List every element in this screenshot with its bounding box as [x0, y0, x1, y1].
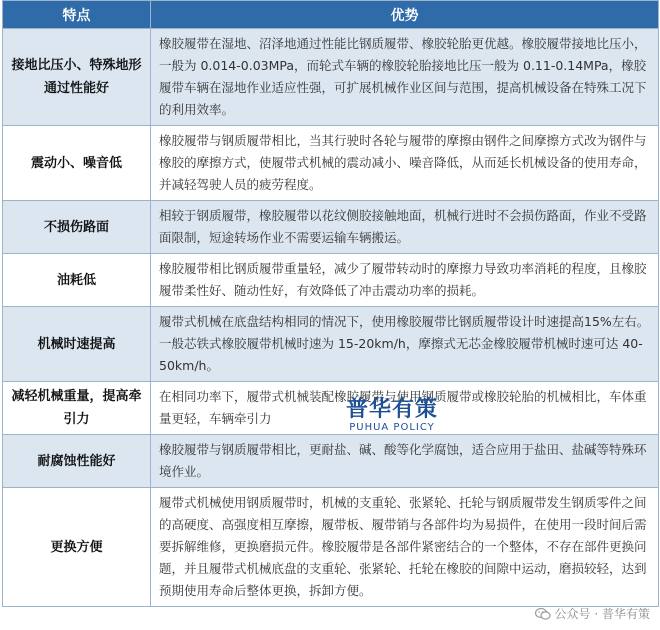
feature-cell: 减轻机械重量，提高牵引力	[3, 382, 151, 435]
advantage-cell: 履带式机械在底盘结构相同的情况下，使用橡胶履带比钢质履带设计时速提高15%左右。一般芯铁式橡胶履带机械时速为 15-20km/h，摩擦式无芯金橡胶履带机械时速可达 40-50km/h。	[151, 307, 659, 382]
feature-cell: 机械时速提高	[3, 307, 151, 382]
advantage-cell: 相较于钢质履带，橡胶履带以花纹侧胶接触地面，机械行进时不会损伤路面，作业不受路面限制，短途转场作业不需要运输车辆搬运。	[151, 201, 659, 254]
advantage-cell: 履带式机械使用钢质履带时，机械的支重轮、张紧轮、托轮与钢质履带发生钢质零件之间的高硬度、高强度相互摩擦，履带板、履带销与各部件均为易损件，在使用一段时间后需要拆解维修，更换磨损元件。橡胶履带是各部件紧密结合的一个整体，不存在部件更换问题，并且履带式机械底盘的支重轮、张紧轮、托轮在橡胶的间隙中运动，磨损较轻，达到预期使用寿命后整体更换，拆卸方便。	[151, 488, 659, 607]
header-advantage: 优势	[151, 1, 659, 29]
watermark-logo	[332, 398, 452, 434]
features-table	[2, 0, 659, 607]
advantage-cell: 橡胶履带与钢质履带相比，当其行驶时各轮与履带的摩擦由钢件之间摩擦方式改为钢件与橡胶的摩擦方式，使履带式机械的震动减小、噪音降低，从而延长机械设备的使用寿命，并减轻驾驶人员的疲劳程度。	[151, 126, 659, 201]
account-label: 公众号 · 普华有策	[554, 607, 650, 621]
advantage-cell: 橡胶履带与钢质履带相比，更耐盐、碱、酸等化学腐蚀，适合应用于盐田、盐碱等特殊环境作业。	[151, 435, 659, 488]
table-row	[3, 201, 659, 254]
table-header-row	[3, 1, 659, 29]
table-row	[3, 254, 659, 307]
feature-cell: 震动小、噪音低	[3, 126, 151, 201]
table-row	[3, 488, 659, 607]
feature-cell: 不损伤路面	[3, 201, 151, 254]
watermark-en: PUHUA POLICY	[349, 422, 435, 433]
table-row	[3, 382, 659, 435]
advantage-cell: 橡胶履带相比钢质履带重量轻，减少了履带转动时的摩擦力导致功率消耗的程度，且橡胶履带柔性好、随动性好，有效降低了冲击震动功率的损耗。	[151, 254, 659, 307]
wechat-icon	[535, 607, 551, 621]
feature-cell: 接地比压小、特殊地形通过性能好	[3, 29, 151, 126]
account-footer	[535, 605, 650, 622]
advantage-cell: 橡胶履带在湿地、沼泽地通过性能比钢质履带、橡胶轮胎更优越。橡胶履带接地比压小，一般为 0.014-0.03MPa，而轮式车辆的橡胶轮胎接地比压一般为 0.11-0.14MPa，橡胶履带车辆在湿地作业适应性强，可扩展机械作业区间与范围，提高机械设备在特殊工况下的利用效率。	[151, 29, 659, 126]
table-row	[3, 435, 659, 488]
advantage-cell: 在相同功率下，履带式机械装配橡胶履带与使用钢质履带或橡胶轮胎的机械相比，车体重量更轻，车辆牵引力	[151, 382, 659, 435]
feature-cell: 油耗低	[3, 254, 151, 307]
table-row	[3, 307, 659, 382]
watermark-cn: 普华有策	[345, 397, 438, 422]
table-row	[3, 29, 659, 126]
feature-cell: 更换方便	[3, 488, 151, 607]
table-row	[3, 126, 659, 201]
feature-cell: 耐腐蚀性能好	[3, 435, 151, 488]
header-feature: 特点	[3, 1, 151, 29]
